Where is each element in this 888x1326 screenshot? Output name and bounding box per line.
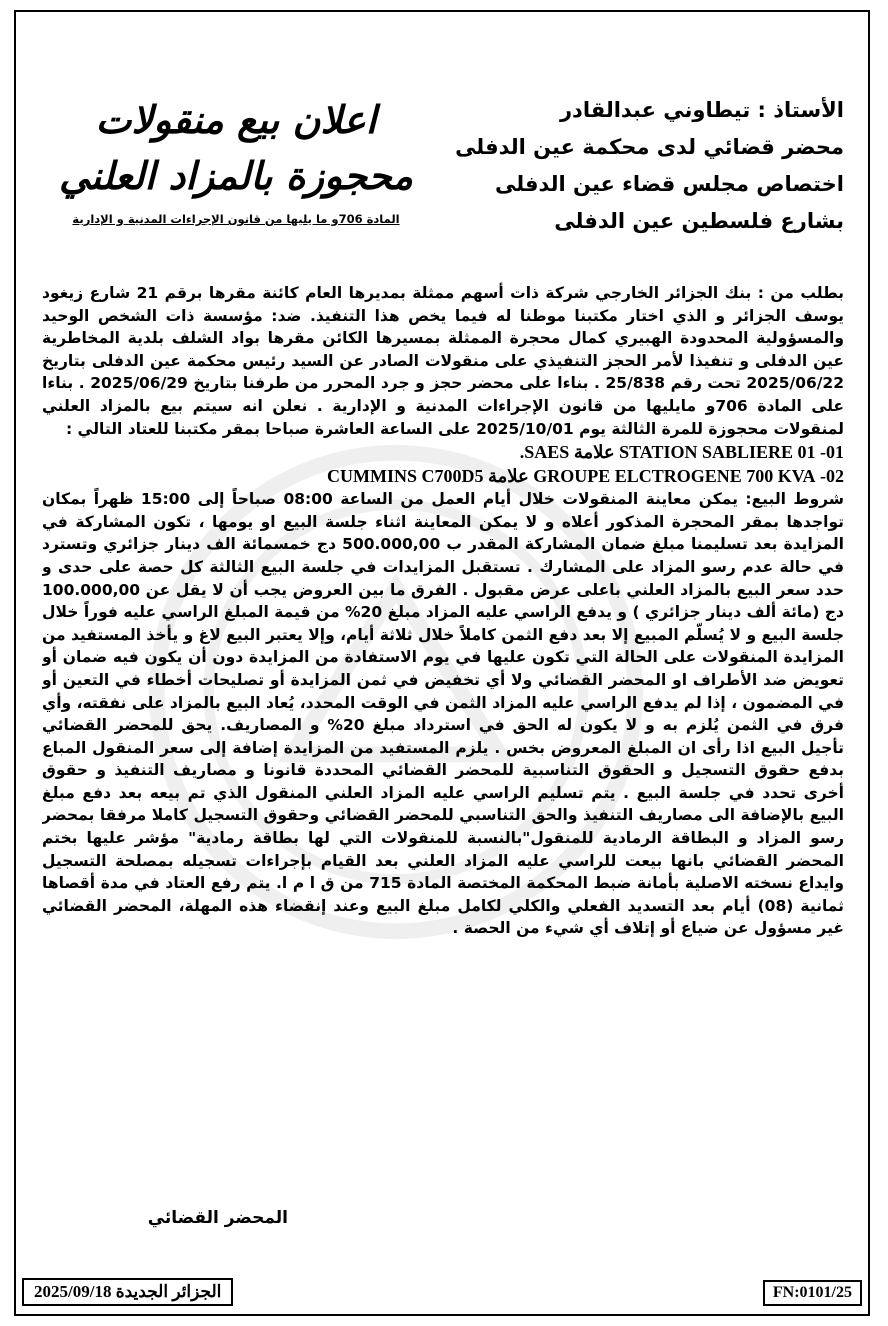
notice-frame <box>14 10 870 1316</box>
bailiff-office-block <box>455 92 844 240</box>
notice-header <box>36 92 844 262</box>
bailiff-name: الأستاذ : تيطاوني عبدالقادر <box>559 98 844 122</box>
notice-title-line1: اعلان بيع منقولات <box>95 97 377 142</box>
item-2: 02- GROUPE ELCTROGENE 700 KVA علامة CUMMINS C700D5 <box>327 466 844 487</box>
bailiff-jurisdiction: اختصاص مجلس قضاء عين الدفلى <box>494 172 844 196</box>
item-1: 01- STATION SABLIERE 01 علامة SAES. <box>519 442 844 463</box>
intro-paragraph: بطلب من : بنك الجزائر الخارجي شركة ذات أسهم ممثلة بمديرها العام كائنة مقرها برقم 21 شارع زيغود يوسف الجزائر و الذي اختار مكتبنا موطنا له فيما يخص هذا التنفيذ. ضد: مؤسسة ذات الشخص الوحيد والمسؤولية المحدودة الهبيري كمال محجرة الممثلة بمسيرها الكائن مقرها بواد الشلف بلدية المخاطرية عين الدفلى و تنفيذا لأمر الحجز التنفيذي على منقولات الصادر عن السيد رئيس محكمة عين الدفلى بتاريخ 2025/06/22 تحت رقم 25/838 . بناءا على محضر حجز و جرد المحرر من طرفنا بتاريخ 2025/06/29 . بناءا على المادة 706و مايليها من قانون الإجراءات المدنية و الإدارية . نعلن انه سيتم بيع بالمزاد العلني لمنقولات محجوزة للمرة الثالثة يوم 2025/10/01 على الساعة العاشرة صباحا بمقر مكتبنا للعتاد التالي : <box>42 284 844 438</box>
bailiff-address: بشارع فلسطين عين الدفلى <box>554 209 844 233</box>
sale-conditions-paragraph: شروط البيع: يمكن معاينة المنقولات خلال أيام العمل من الساعة 08:00 صباحاً إلى 15:00 ظهراً بمكان تواجدها بمقر المحجرة المذكور أعلاه و لا يمكن المعاينة اثناء جلسة البيع او يومها ، تكون المشاركة في المزايدة بعد تسليمنا مبلغ ضمان المشاركة المقدر ب 500.000,00 دج خمسمائة الف دينار جزائري وتسترد في حالة عدم رسو المزاد على المشارك . تستقبل المزايدات في جلسة البيع الثالثة كل حصة على حدى و حدد سعر البيع بالمزاد العلني باعلى عرض مقبول . الفرق ما بين العروض يجب أن لا يقل عن 100.000,00 دج (مائة ألف دينار جزائري ) و يدفع الراسي عليه المزاد مبلغ 20% من قيمة المبلغ الراسي عليه فوراً خلال جلسة البيع و لا يُسلّم المبيع إلا بعد دفع الثمن كاملاً خلال ثلاثة أيام، وإلا يعتبر البيع لاغ و يأخذ المستفيد من المزايدة المنقولات على الحالة التي تكون عليها في يوم الاستفادة من المزايدة دون أن يكون فيه ضمان أو تعويض ضد الأطراف او المحضر القضائي ولا أي تخفيض في ثمن المزايدة أو تصليحات أخطاء في التعين أو في المضمون ، إذا لم يدفع الراسي عليه المزاد الثمن في الوقت المحدد، يُعاد البيع بالمزاد على نفقته، وأي فرق في الثمن يُلزم به و لا يكون له الحق في استرداد مبلغ 20% و المصاريف. يحق للمحضر القضائي تأجيل البيع اذا رأى ان المبلغ المعروض بخس . يلزم المستفيد من المزايدة إضافة إلى سعر المنقول المباع بدفع حقوق التسجيل و الحقوق التناسبية للمحضر القضائي المحددة قانونا و مصاريف التنفيذ و حقوق أخرى تحدد في جلسة البيع . يتم تسليم الراسي عليه المزاد العلني المنقول الذي تم بيعه بعد دفع مبلغ البيع بالإضافة الى مصاريف التنفيذ والحق التناسبي للمحضر القضائي وحقوق التسجيل كاملا مرفقا بمحضر رسو المزاد و البطاقة الرمادية للمنقول"بالنسبة للمنقولات التي لها بطاقة رمادية" مؤشر عليها بختم المحضر القضائي بانها بيعت للراسي عليه المزاد العلني بعد القيام بإجراءات تسجيله بمصلحة التسجيل وايداع نسخته الاصلية بأمانة ضبط المحكمة المختصة المادة 715 من ق ا م ا. يتم رفع العتاد في مدة أقصاها ثمانية (08) أيام بعد التسديد الفعلي والكلي لكامل مبلغ البيع وعند إنقضاء هذه المهلة، المحضر القضائي غير مسؤول عن ضياع أو إتلاف أي شيء من الحصة . <box>42 490 844 938</box>
signature-label: المحضر القضائي <box>147 1208 288 1228</box>
legal-article-reference: المادة 706و ما يليها من قانون الإجراءات المدنية و الإدارية <box>72 212 400 226</box>
publication-box: الجزائر الجديدة 2025/09/18 <box>22 1278 233 1306</box>
bailiff-court: محضر قضائي لدى محكمة عين الدفلى <box>455 135 844 159</box>
notice-title-line2: محجوزة بالمزاد العلني <box>58 153 414 198</box>
notice-body <box>42 282 844 1202</box>
notice-title-block <box>36 92 436 226</box>
reference-box: FN:0101/25 <box>763 1280 862 1306</box>
